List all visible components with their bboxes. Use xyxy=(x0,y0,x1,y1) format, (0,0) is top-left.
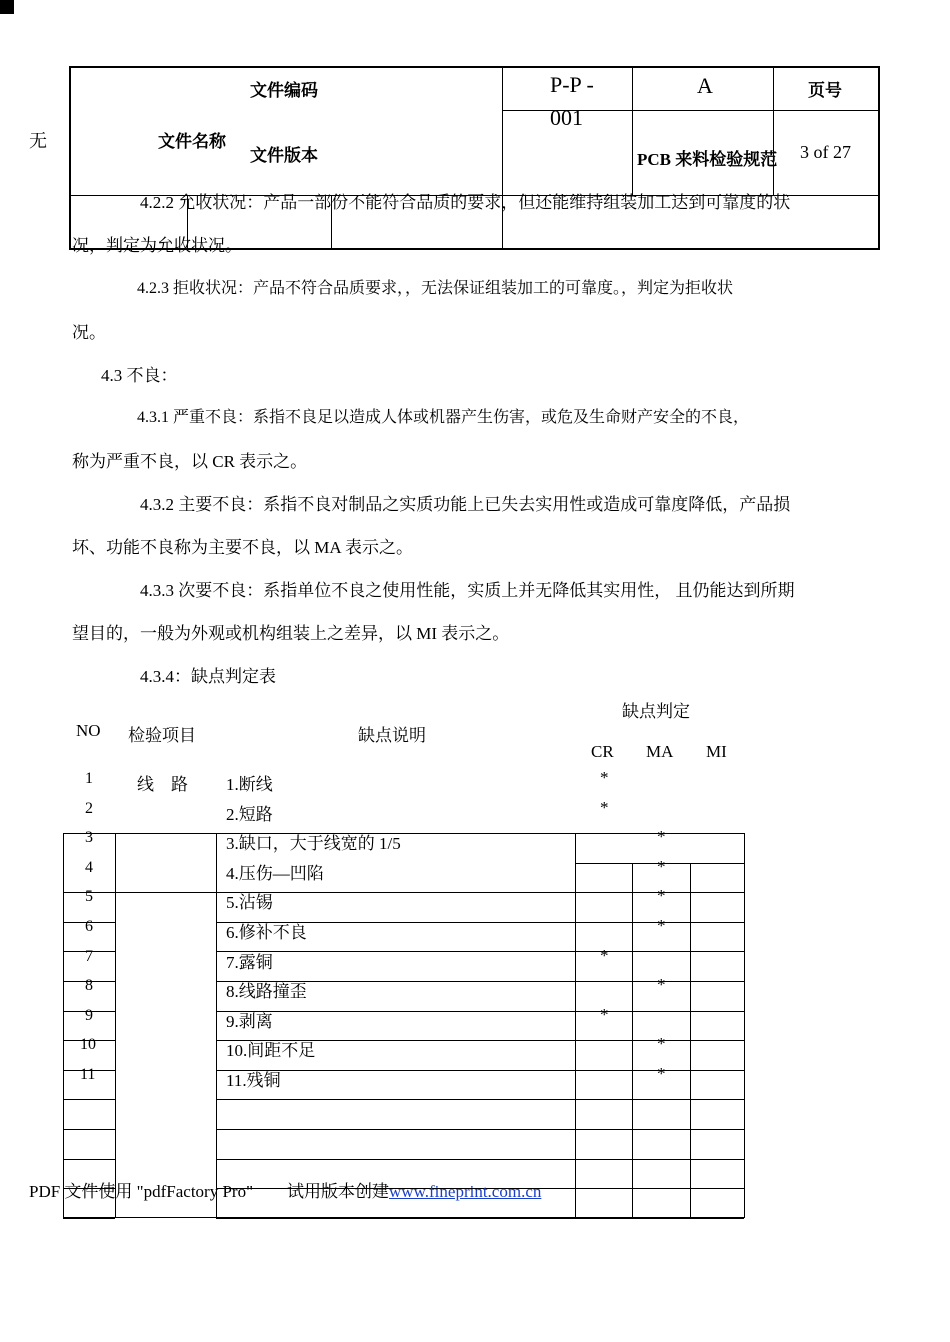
para-4-3-1-line1: 4.3.1 严重不良：系指不良足以造成人体或机器产生伤害，或危及生命财产安全的不良， xyxy=(137,409,750,426)
row-desc: 3.缺口，大于线宽的 1/5 xyxy=(226,834,401,853)
row-mark-ma: * xyxy=(657,1064,666,1083)
col-header-group: 缺点判定 xyxy=(622,702,690,721)
grid-line xyxy=(63,1218,115,1219)
row-mark-ma: * xyxy=(657,857,666,876)
row-no: 4 xyxy=(85,859,93,876)
row-no: 6 xyxy=(85,918,93,935)
doc-code-label: 文件编码 xyxy=(250,81,318,101)
para-4-2-3-line2: 况。 xyxy=(72,323,106,342)
row-no: 2 xyxy=(85,800,93,817)
para-4-3-3-line1: 4.3.3 次要不良：系指单位不良之使用性能，实质上并无降低其实用性， 且仍能达到所期 xyxy=(140,581,795,600)
doc-name-label: 文件名称 xyxy=(158,132,226,152)
para-4-3-1-line2: 称为严重不良，以 CR 表示之。 xyxy=(72,452,308,471)
page-value: 3 of 27 xyxy=(800,142,851,162)
row-desc: 10.间距不足 xyxy=(226,1041,316,1060)
grid-line xyxy=(216,1218,744,1219)
row-mark-cr: * xyxy=(600,946,609,965)
footer-label: PDF 文件使用 "pdfFactory Pro" 试用版本创建 xyxy=(29,1182,390,1201)
row-no: 7 xyxy=(85,948,93,965)
row-no: 10 xyxy=(80,1036,96,1053)
row-mark-cr: * xyxy=(600,798,609,817)
grid-line xyxy=(63,892,744,893)
para-4-2-3-line1: 4.2.3 拒收状况：产品不符合品质要求，，无法保证组装加工的可靠度。，判定为拒收状 xyxy=(137,280,734,297)
grid-line xyxy=(63,1217,744,1218)
row-no: 3 xyxy=(85,829,93,846)
para-4-3-2-line2: 坏、功能不良称为主要不良，以 MA 表示之。 xyxy=(72,538,413,557)
grid-line xyxy=(690,863,691,1218)
row-mark-ma: * xyxy=(657,1034,666,1053)
grid-line xyxy=(216,1159,744,1160)
row-no: 8 xyxy=(85,977,93,994)
para-4-2-2-line1: 4.2.2 允收状况：产品一部份不能符合品质的要求，但还能维持组装加工达到可靠度的状 xyxy=(140,193,791,212)
grid-line xyxy=(63,1099,115,1100)
section-4-3: 4.3 不良： xyxy=(101,366,178,385)
row-desc: 2.短路 xyxy=(226,805,273,824)
doc-version-label: 文件版本 xyxy=(250,146,318,166)
row-desc: 6.修补不良 xyxy=(226,923,307,942)
grid-line xyxy=(63,1129,115,1130)
grid-line xyxy=(115,833,116,1218)
grid-line xyxy=(216,1099,744,1100)
doc-title: PCB 来料检验规范 xyxy=(637,150,778,169)
grid-line xyxy=(216,833,217,1218)
footer-text xyxy=(29,1177,541,1202)
para-4-2-2-line2: 况，判定为允收状况。 xyxy=(72,236,242,255)
row-mark-cr: * xyxy=(600,1005,609,1024)
col-ma: MA xyxy=(646,742,674,761)
footer-link[interactable]: www.fineprint.com.cn xyxy=(389,1182,542,1201)
row-mark-ma: * xyxy=(657,975,666,994)
col-desc: 缺点说明 xyxy=(358,726,426,745)
row-desc: 8.线路撞歪 xyxy=(226,982,307,1001)
col-mi: MI xyxy=(706,742,727,761)
row-desc: 4.压伤—凹陷 xyxy=(226,864,324,883)
row-desc: 1.断线 xyxy=(226,775,273,794)
doc-code-value-1: P-P - xyxy=(550,72,594,97)
col-no: NO xyxy=(76,721,101,740)
grid-line xyxy=(216,1129,744,1130)
row-no: 9 xyxy=(85,1007,93,1024)
doc-code-value-2: 001 xyxy=(550,105,583,130)
grid-line xyxy=(63,833,64,1218)
row-desc: 7.露铜 xyxy=(226,953,273,972)
para-4-3-3-line2: 望目的，一般为外观或机构组装上之差异，以 MI 表示之。 xyxy=(72,624,510,643)
version-value: A xyxy=(697,73,713,98)
para-4-3-2-line1: 4.3.2 主要不良：系指不良对制品之实质功能上已失去实用性或造成可靠度降低，产品损 xyxy=(140,495,791,514)
col-cr: CR xyxy=(591,742,614,761)
col-item: 检验项目 xyxy=(128,726,196,745)
side-mark: 无 xyxy=(29,131,47,152)
grid-line xyxy=(216,951,744,952)
page-label: 页号 xyxy=(808,81,842,101)
row-mark-ma: * xyxy=(657,916,666,935)
row-no: 1 xyxy=(85,770,93,787)
category-label: 线 路 xyxy=(137,775,188,794)
row-mark-ma: * xyxy=(657,886,666,905)
row-desc: 9.剥离 xyxy=(226,1012,273,1031)
grid-line xyxy=(744,833,745,1218)
grid-line xyxy=(63,833,744,834)
row-desc: 11.残铜 xyxy=(226,1071,281,1090)
row-desc: 5.沾锡 xyxy=(226,893,273,912)
row-no: 11 xyxy=(80,1066,96,1083)
para-4-3-4: 4.3.4：缺点判定表 xyxy=(140,667,276,686)
grid-line xyxy=(632,863,633,1218)
grid-line xyxy=(216,1011,744,1012)
corner-mark xyxy=(0,0,14,14)
grid-line xyxy=(63,1159,115,1160)
row-mark-ma: * xyxy=(657,827,666,846)
grid-line xyxy=(575,833,576,1218)
row-mark-cr: * xyxy=(600,768,609,787)
row-no: 5 xyxy=(85,888,93,905)
